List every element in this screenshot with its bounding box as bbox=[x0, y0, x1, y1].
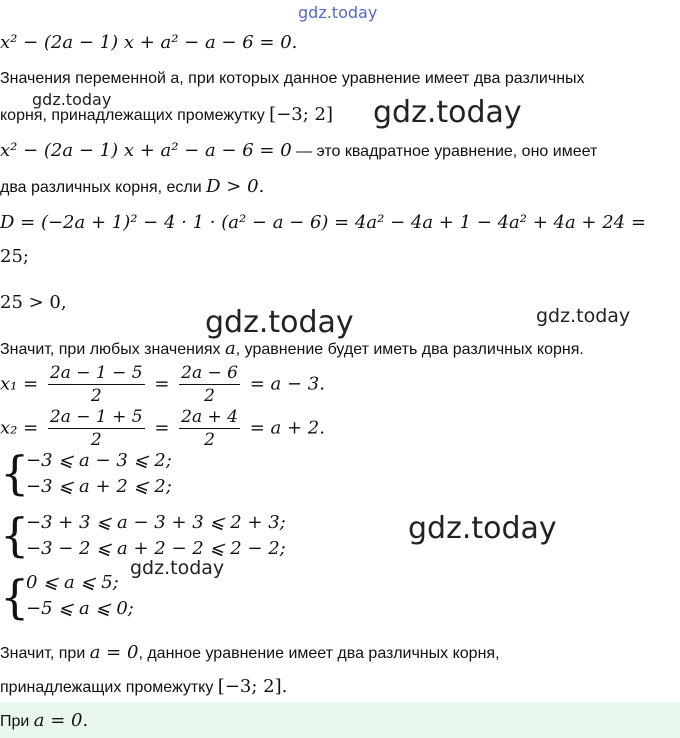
x1-line bbox=[0, 362, 325, 407]
watermark: gdz.today bbox=[32, 90, 112, 109]
x2-den-2: 2 bbox=[204, 430, 215, 450]
conclusion-cond: a = 0 bbox=[89, 642, 139, 663]
x2-num-1: 2a − 1 + 5 bbox=[49, 407, 143, 427]
main-equation: x² − (2a − 1) x + a² − a − 6 = 0. bbox=[0, 32, 298, 53]
quad-line bbox=[0, 140, 597, 161]
conclusion-pre: Значит, при bbox=[0, 645, 86, 662]
system-brace: { bbox=[0, 508, 30, 562]
watermark: gdz.today bbox=[536, 305, 631, 327]
answer-pre: При bbox=[0, 713, 30, 730]
x2-num-2: 2a + 4 bbox=[181, 407, 238, 427]
x2-lhs: x₂ = bbox=[0, 417, 39, 439]
x1-den-2: 2 bbox=[204, 386, 215, 406]
x1-fraction-1 bbox=[48, 362, 145, 407]
watermark: gdz.today bbox=[298, 3, 378, 22]
x2-fraction-2 bbox=[179, 406, 240, 451]
watermark: gdz.today bbox=[205, 305, 354, 340]
conclusion2-interval: [−3; 2]. bbox=[217, 676, 288, 697]
answer-value: a = 0. bbox=[33, 710, 89, 731]
conclusion2-text: принадлежащих промежутку bbox=[0, 679, 214, 696]
x1-rhs: = a − 3. bbox=[249, 373, 325, 395]
x2-eq: = bbox=[154, 417, 170, 439]
discriminant-result: 25; bbox=[0, 246, 29, 267]
system2-row-2: −3 − 2 ⩽ a + 2 − 2 ⩽ 2 − 2; bbox=[26, 538, 286, 559]
x2-den-1: 2 bbox=[90, 430, 102, 450]
system3-row-2: −5 ⩽ a ⩽ 0; bbox=[26, 598, 134, 619]
system-brace: { bbox=[0, 446, 30, 500]
any-a-var: a bbox=[225, 338, 236, 359]
quad-text: — это квадратное уравнение, оно имеет bbox=[291, 143, 598, 160]
x1-fraction-2 bbox=[179, 362, 240, 407]
watermark: gdz.today bbox=[373, 95, 522, 130]
any-a-post: , уравнение будет иметь два различных корня. bbox=[235, 341, 584, 358]
x1-lhs: x₁ = bbox=[0, 373, 39, 395]
two-roots-line bbox=[0, 176, 264, 197]
task-line-1: Значения переменной a, при которых данное уравнение имеет два различных bbox=[0, 70, 585, 87]
any-a-line bbox=[0, 338, 584, 359]
any-a-pre: Значит, при любых значениях bbox=[0, 341, 221, 358]
x2-line bbox=[0, 406, 325, 451]
conclusion-line-2 bbox=[0, 676, 287, 697]
two-roots-cond: D > 0. bbox=[206, 176, 265, 197]
x2-rhs: = a + 2. bbox=[249, 417, 325, 439]
x1-num-1: 2a − 1 − 5 bbox=[49, 363, 143, 383]
two-roots-text: два различных корня, если bbox=[0, 179, 202, 196]
task-interval: [−3; 2] bbox=[269, 104, 333, 125]
task-line-2-text: корня, принадлежащих промежутку bbox=[0, 107, 265, 124]
system1-row-2: −3 ⩽ a + 2 ⩽ 2; bbox=[26, 476, 172, 497]
x2-fraction-1 bbox=[48, 406, 145, 451]
watermark: gdz.today bbox=[408, 511, 557, 546]
inequality: 25 > 0, bbox=[0, 292, 67, 313]
conclusion-line-1 bbox=[0, 642, 500, 663]
conclusion-post: , данное уравнение имеет два различных корня, bbox=[138, 645, 500, 662]
system-brace: { bbox=[0, 570, 30, 624]
x1-eq: = bbox=[154, 373, 170, 395]
watermark: gdz.today bbox=[130, 557, 225, 579]
answer-line bbox=[0, 710, 88, 731]
discriminant-line: D = (−2a + 1)² − 4 · 1 · (a² − a − 6) = 4a² − 4a + 1 − 4a² + 4a + 24 = bbox=[0, 212, 646, 233]
x1-num-2: 2a − 6 bbox=[181, 363, 238, 383]
quad-equation: x² − (2a − 1) x + a² − a − 6 = 0 bbox=[0, 140, 292, 161]
answer-box bbox=[0, 702, 680, 738]
x1-den-1: 2 bbox=[90, 386, 102, 406]
system3-row-1: 0 ⩽ a ⩽ 5; bbox=[26, 572, 119, 593]
system2-row-1: −3 + 3 ⩽ a − 3 + 3 ⩽ 2 + 3; bbox=[26, 512, 286, 533]
system1-row-1: −3 ⩽ a − 3 ⩽ 2; bbox=[26, 450, 172, 471]
task-line-2 bbox=[0, 104, 333, 125]
